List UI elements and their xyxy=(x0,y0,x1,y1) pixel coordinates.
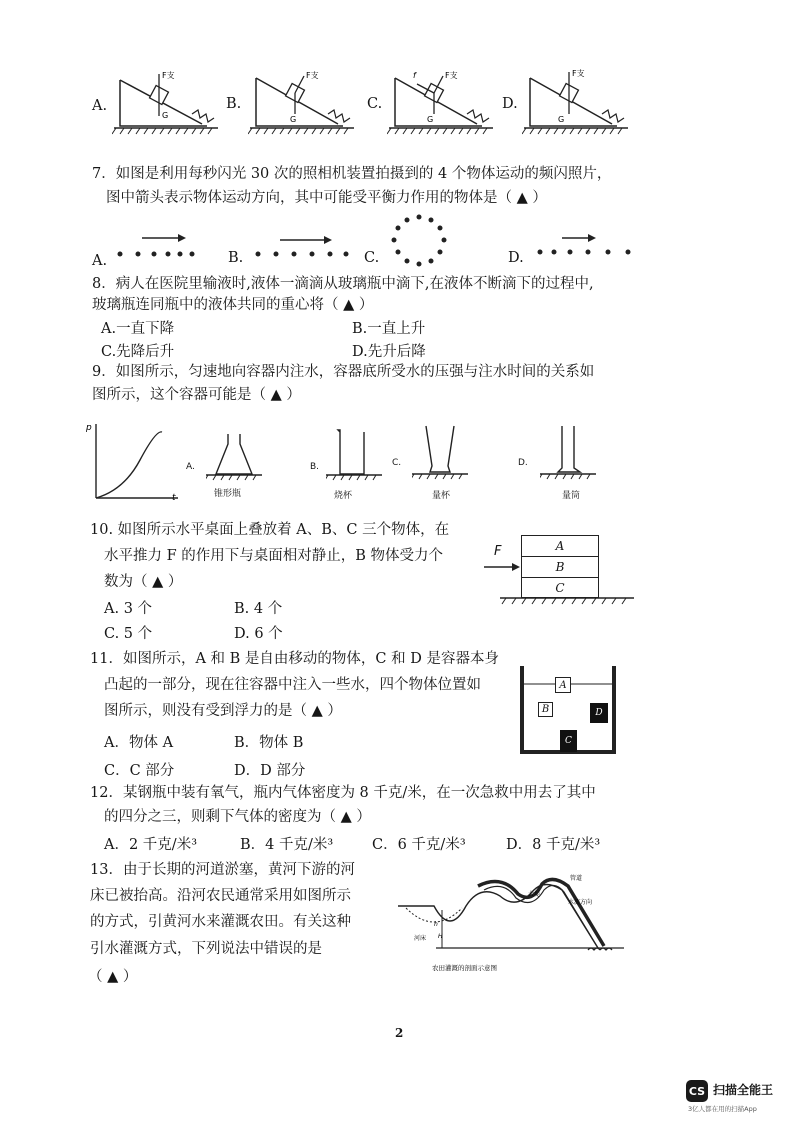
q12-option-b: B．4 千克/米³ xyxy=(240,837,334,853)
q6-a-force-gravity: G xyxy=(162,111,169,120)
q13-stem-line1: 13．由于长期的河道淤塞，黄河下游的河 xyxy=(90,862,355,878)
q13-irrigation-cross-section xyxy=(392,870,632,978)
q6-option-a-label: A. xyxy=(92,98,108,114)
q6-b-force-support: F支 xyxy=(306,71,319,80)
q9-graduated-cylinder xyxy=(540,422,596,482)
q10-block-b: B xyxy=(521,556,599,578)
q6-option-d-label: D. xyxy=(502,96,518,112)
q9-container-b-name: 烧杯 xyxy=(334,491,353,501)
q6-incline-b-diagram xyxy=(248,66,358,138)
q13-stem-line3: 的方式，引黄河水来灌溉农田。有关这种 xyxy=(90,914,351,930)
q6-incline-d-diagram xyxy=(522,66,632,138)
q10-table-surface xyxy=(500,596,634,606)
q7-option-d-label: D. xyxy=(508,250,524,266)
q10-option-c: C. 5 个 xyxy=(104,626,153,642)
q11-option-c: C．C 部分 xyxy=(104,763,175,779)
q7-option-b-dots xyxy=(250,230,350,264)
q6-a-force-support: F支 xyxy=(162,71,175,80)
q11-option-d: D．D 部分 xyxy=(234,763,306,779)
q9-stem-line1: 9．如图所示，匀速地向容器内注水，容器底所受水的压强与注水时间的关系如 xyxy=(92,364,595,380)
q10-option-b: B. 4 个 xyxy=(234,601,283,617)
q6-c-friction: f xyxy=(413,71,416,80)
scanner-app-brand: 扫描全能王 xyxy=(713,1083,774,1097)
q6-b-force-gravity: G xyxy=(290,115,297,124)
q11-stem-line3: 图所示，则没有受到浮力的是（ ▲ ） xyxy=(104,703,342,719)
q10-force-label: F xyxy=(494,544,502,559)
q13-figure-caption: 农田灌溉的剖面示意图 xyxy=(432,964,497,972)
q9-stem-line2: 图所示，这个容器可能是（ ▲ ） xyxy=(92,387,301,403)
q12-stem-line2: 的四分之三，则剩下气体的密度为（ ▲ ） xyxy=(104,809,371,825)
q6-incline-c-diagram xyxy=(387,64,497,136)
q9-container-b-letter: B. xyxy=(310,462,320,472)
q6-c-force-support: F支 xyxy=(445,71,458,80)
q13-label-pipe: 管道 xyxy=(570,875,583,882)
q13-label-h: h xyxy=(434,921,438,928)
q10-force-arrow xyxy=(482,560,522,574)
q9-pressure-time-graph xyxy=(84,420,184,502)
q6-d-force-support: F支 xyxy=(572,69,585,78)
q8-stem-line2: 玻璃瓶连同瓶中的液体共同的重心将（ ▲ ） xyxy=(92,297,374,313)
q8-option-c: C.先降后升 xyxy=(101,344,175,360)
q7-option-a-label: A. xyxy=(92,253,108,269)
q6-c-force-gravity: G xyxy=(427,115,434,124)
scanner-app-tagline: 3亿人都在用的扫描App xyxy=(688,1105,757,1113)
q10-block-a: A xyxy=(521,535,599,557)
q6-option-c-label: C. xyxy=(367,96,383,112)
q6-option-b-label: B. xyxy=(226,96,242,112)
q8-option-a: A.一直下降 xyxy=(101,321,175,337)
q9-container-a-letter: A. xyxy=(186,462,195,472)
q13-label-H: H xyxy=(438,933,443,940)
q6-incline-a-diagram xyxy=(112,66,222,138)
q6-d-force-gravity: G xyxy=(558,115,565,124)
q9-container-c-name: 量杯 xyxy=(432,491,451,501)
q10-option-a: A. 3 个 xyxy=(104,601,153,617)
q7-option-c-circular-dots xyxy=(388,212,450,270)
q13-stem-line4: 引水灌溉方式，下列说法中错误的是 xyxy=(90,941,322,957)
q13-label-flow: 水流方向 xyxy=(568,899,593,906)
q7-option-a-dots xyxy=(112,230,202,264)
q10-block-c: C xyxy=(521,577,599,598)
q8-stem-line1: 8．病人在医院里输液时,液体一滴滴从玻璃瓶中滴下,在液体不断滴下的过程中, xyxy=(92,276,594,292)
q9-conical-flask xyxy=(206,430,262,482)
q13-label-riverbed: 河床 xyxy=(414,935,427,942)
q11-stem-line2: 凸起的一部分，现在往容器中注入一些水，四个物体位置如 xyxy=(104,677,481,693)
q7-option-c-label: C. xyxy=(364,250,380,266)
q9-container-c-letter: C. xyxy=(392,458,402,468)
q10-stem-line3: 数为（ ▲ ） xyxy=(104,574,183,590)
q13-stem-line2: 床已被抬高。沿河农民通常采用如图所示 xyxy=(90,888,351,904)
q7-option-d-dots xyxy=(532,228,632,262)
q11-option-b: B．物体 B xyxy=(234,735,304,751)
q10-stem-line1: 10. 如图所示水平桌面上叠放着 A、B、C 三个物体，在 xyxy=(90,522,450,538)
q11-option-a: A．物体 A xyxy=(104,735,174,751)
q9-container-d-name: 量筒 xyxy=(562,491,581,501)
q8-option-d: D.先升后降 xyxy=(352,344,426,360)
q9-container-a-name: 锥形瓶 xyxy=(214,489,242,499)
q12-option-a: A．2 千克/米³ xyxy=(104,837,198,853)
q13-label-levee: 大堤 xyxy=(528,891,541,898)
q10-stem-line2: 水平推力 F 的作用下与桌面相对静止，B 物体受力个 xyxy=(104,548,444,564)
q9-measuring-cup xyxy=(412,422,468,482)
q10-option-d: D. 6 个 xyxy=(234,626,283,642)
page-number: 2 xyxy=(395,1026,404,1040)
q9-beaker xyxy=(326,426,382,482)
q11-part-d: D xyxy=(590,703,608,723)
q9-graph-y-label: p xyxy=(86,423,92,433)
q7-stem-line2: 图中箭头表示物体运动方向，其中可能受平衡力作用的物体是（ ▲ ） xyxy=(106,190,547,206)
q11-object-b: B xyxy=(538,702,553,717)
q12-option-c: C．6 千克/米³ xyxy=(372,837,466,853)
q13-stem-line5: （ ▲ ） xyxy=(88,969,138,985)
q7-stem-line1: 7．如图是利用每秒闪光 30 次的照相机装置拍摄到的 4 个物体运动的频闪照片， xyxy=(92,166,612,182)
q9-container-d-letter: D. xyxy=(518,458,528,468)
q7-option-b-label: B. xyxy=(228,250,244,266)
scanner-app-logo: CS xyxy=(686,1080,708,1102)
q9-graph-x-label: t xyxy=(172,493,176,502)
q11-object-a: A xyxy=(555,677,571,693)
q11-stem-line1: 11．如图所示，A 和 B 是自由移动的物体，C 和 D 是容器本身 xyxy=(90,651,499,667)
q12-option-d: D．8 千克/米³ xyxy=(506,837,601,853)
q8-option-b: B.一直上升 xyxy=(352,321,426,337)
q12-stem-line1: 12．某钢瓶中装有氧气，瓶内气体密度为 8 千克/米，在一次急救中用去了其中 xyxy=(90,785,596,801)
q11-part-c: C xyxy=(560,730,577,752)
